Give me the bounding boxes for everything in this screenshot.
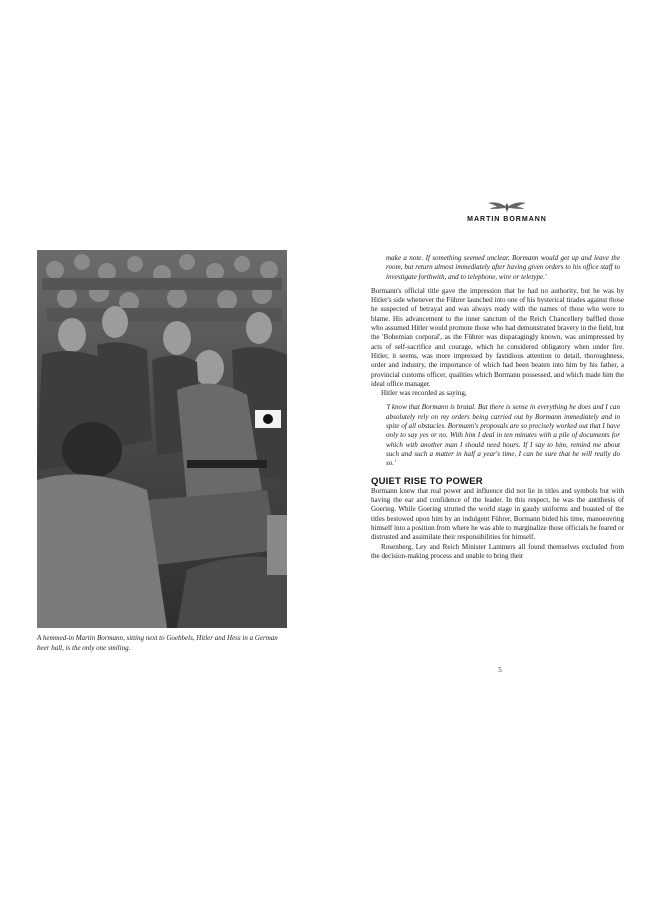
section-heading: QUIET RISE TO POWER <box>371 475 483 487</box>
running-title: MARTIN BORMANN <box>467 216 547 223</box>
block-quote-top: make a note. If something seemed unclear, Bormann would get up and leave the room, but return almost immediately after having given orders to his office staff to investigate forthwith, and to telephone, wire or teletype.' <box>386 254 620 281</box>
eagle-emblem-icon <box>487 200 527 214</box>
paragraph-hitler-recorded: Hitler was recorded as saying, <box>381 389 467 398</box>
block-quote-hitler: 'I know that Bormann is brutal. But there is sense in everything he does and I can absolutely rely on my orders being carried out by Bormann immediately and in spite of all obstacles. Bormann's proposals are so precisely worked out that I have only to say yes or no. With him I deal in ten minutes with a pile of documents for which with another man I should need hours. If I say to him, remind me about such and such a matter in half a year's time, I can be sure that he will really do so.' <box>386 403 620 468</box>
photo-caption: A hemmed-in Martin Bormann, sitting next to Goebbels, Hitler and Hess in a German beer hall, is the only one smiling. <box>37 634 278 652</box>
page-number: 5 <box>498 666 502 674</box>
paragraph-bormann-title: Bormann's official title gave the impression that he had no authority, but he was by Hitler's side whenever the Führer launched into one of his hysterical tirades against those he suspected of betrayal and was always ready with the names of those who were to blame. His advancement to the inner sanctum of the Reich Chancellery baffled those who assumed Hitler would promote those who had demonstrated bravery in the field, but the 'Bohemian corporal', as the Führer was disparagingly known, was unimpressed by acts of self-sacrifice and courage, which he considered obligatory when under fire. Hitler, it seems, was more impressed by fastidious attention to detail, thoroughness, order and industry, the importance of which had been beaten into him by his father, a provincial customs officer, qualities which Bormann possessed, and which made him the ideal office manager. <box>371 286 624 388</box>
paragraph-rosenberg: Rosenberg, Ley and Reich Minister Lammers all found themselves excluded from the decision-making process and unable to bring their <box>371 542 624 560</box>
photograph-seated-uniformed-men <box>37 250 287 628</box>
text-column <box>371 254 624 561</box>
photograph <box>37 250 287 628</box>
paragraph-real-power: Bormann knew that real power and influence did not lie in titles and symbols but with having the ear and confidence of the leader. In this respect, he was the antithesis of Goering. While Goering strutted the world stage in gaudy uniforms and boasted of the titles bestowed upon him by an indulgent Führer, Bormann bided his time, manoeuvring himself into a position from where he was able to marginalize those officials he feared or distrusted and assimilate their responsibilities for himself. <box>371 486 624 542</box>
running-head <box>467 200 547 223</box>
